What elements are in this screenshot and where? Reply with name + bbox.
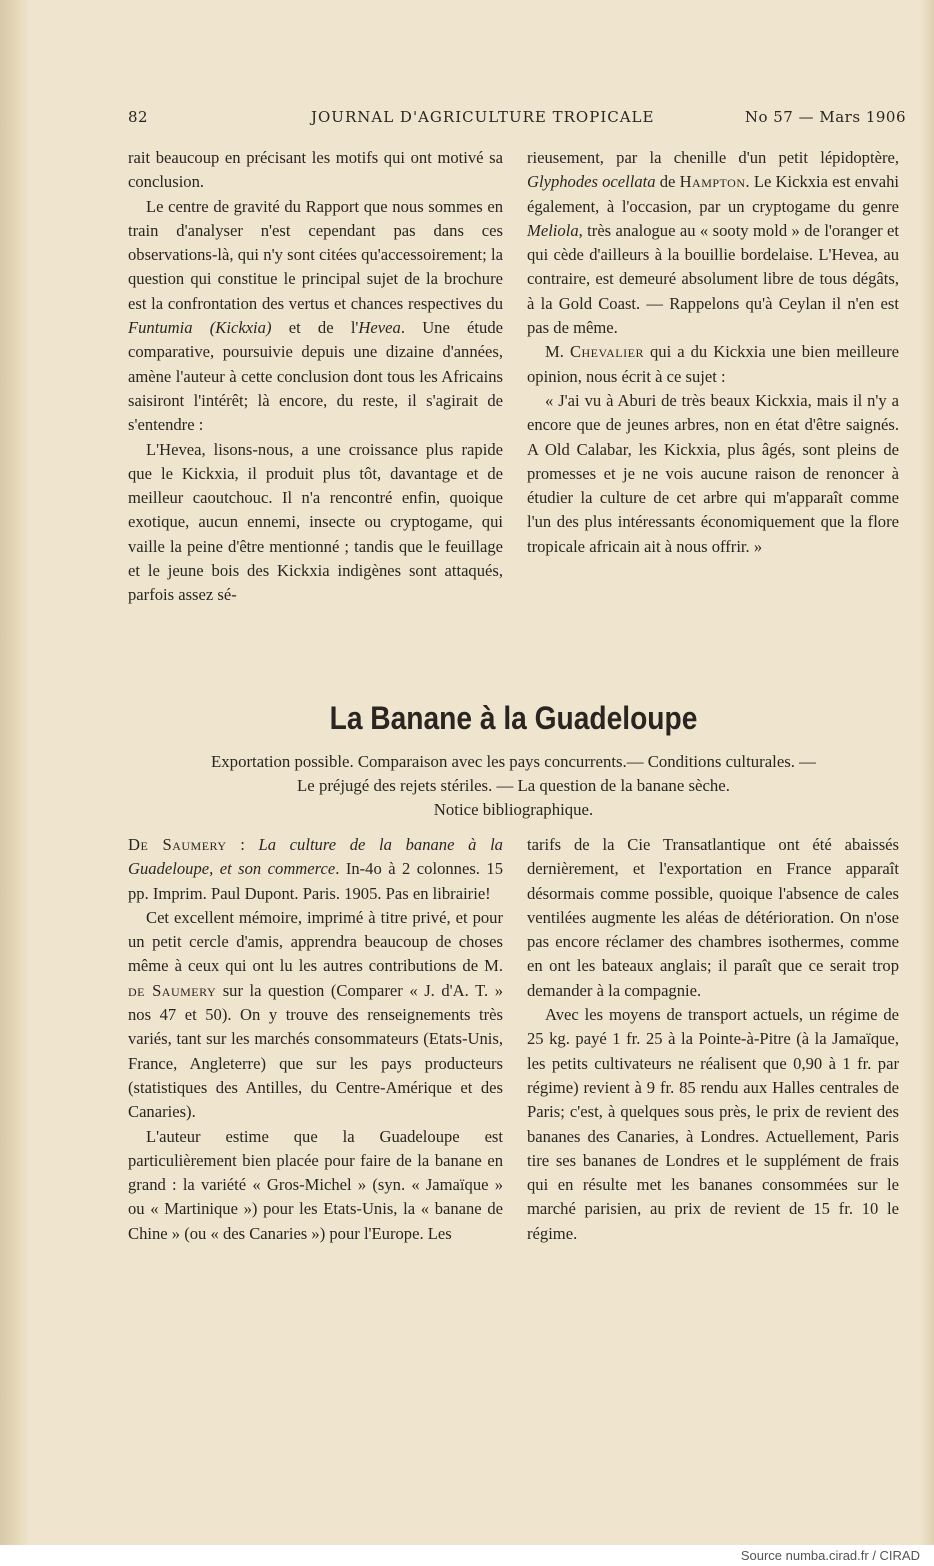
bibliographic-reference: De Saumery : La culture de la banane à la Guadeloupe, et son commerce. In-4o à 2 colonnes. 15 pp. Imprim. Paul Dupont. Paris. 1905. Pas en librairie! [128,835,503,903]
quotation: « J'ai vu à Aburi de très beaux Kickxia, mais il n'y a encore que de jeunes arbres, non en état d'être saignés. A Old Calabar, les Kickxia, plus âgés, sont pleins de promesses et je ne vois aucune raison de renoncer à étudier la culture de cet arbre qui m'apparaît comme l'un des plus intéressants économiquement que la flore tropicale africain ait à nous offrir. » [527,390,899,556]
column-top-left [128,146,503,608]
paragraph: rait beaucoup en précisant les motifs qui ont motivé sa conclusion. [128,148,503,192]
issue-info: No 57 — Mars 1906 [744,108,906,126]
column-top-right [527,146,899,559]
page-right-edge [920,0,934,1545]
paragraph: tarifs de la Cie Transatlantique ont été abaissés dernièrement, et l'exportation en France apparaît désormais comme possible, quoique l'absence de cales ventilées augmente les aléas de détérioration. On n'ose pas encore réclamer des chambres isothermes, comme en ont les bateaux anglais; il paraît que ce serait trop demander à la compagnie. [527,835,899,1000]
column-bottom-right [527,833,899,1246]
page-number: 82 [128,108,149,126]
subtitle-line: Notice bibliographique. [433,800,594,819]
paragraph: Avec les moyens de transport actuels, un régime de 25 kg. payé 1 fr. 25 à la Pointe-à-Pitre (à la Jamaïque, les petits cultivateurs ne réalisent que 0,90 à 1 fr. par régime) revient à 9 fr. 85 rendu aux Halles centrales de Paris; c'est, à quelques sous près, le prix de revient des bananes des Canaries, à Londres. Actuellement, Paris tire ses bananes de Londres et le supplément de frais qui en résulte met les bananes consommées sur le marché parisien, au prix de revient de 15 fr. 10 le régime. [527,1005,899,1243]
article-subtitle [128,750,899,822]
paragraph: rieusement, par la chenille d'un petit lépidoptère, Glyphodes ocellata de Hampton. Le Kickxia est envahi également, à l'occasion, par un cryptogame du genre Meliola, très analogue au « sooty mold » de l'oranger et qui cède d'ailleurs à la bouillie bordelaise. L'Hevea, au contraire, est demeuré absolument libre de tous dégâts, à la Gold Coast. — Rappelons qu'à Ceylan il n'en est pas de même. [527,148,899,338]
paragraph: Cet excellent mémoire, imprimé à titre privé, et pour un petit cercle d'amis, apprendra beaucoup de choses même à ceux qui ont lu les autres contributions de M. de Saumery sur la question (Comparer « J. d'A. T. » nos 47 et 50). On y trouve des renseignements très variés, tant sur les marchés consommateurs (Etats-Unis, France, Angleterre) que sur les pays producteurs (statistiques des Antilles, du Centre-Amérique et des Canaries). [128,907,503,1122]
paragraph: Le centre de gravité du Rapport que nous sommes en train d'analyser n'est cependant pas dans ces observations-là, qui n'y sont citées qu'accessoirement; la question qui constitue le principal sujet de la brochure est la confrontation des vertus et chances respectives du Funtumia (Kickxia) et de l'Hevea. Une étude comparative, poursuivie depuis une dizaine d'années, amène l'auteur à cette conclusion dont tous les Africains saisiront l'intérêt; là encore, du reste, il s'agirait de s'entendre : [128,196,503,435]
paragraph: L'Hevea, lisons-nous, a une croissance plus rapide que le Kickxia, il produit plus tôt, davantage et de meilleur caoutchouc. Il n'a rencontré enfin, quoique exotique, aucun ennemi, insecte ou cryptogame, qui vaille la peine d'être mentionné ; tandis que le feuillage et le jeune bois des Kickxia indigènes sont attaqués, parfois assez sé- [128,439,503,605]
page-left-edge [0,0,30,1545]
column-bottom-left [128,833,503,1246]
paragraph: L'auteur estime que la Guadeloupe est particulièrement bien placée pour faire de la banane en grand : la variété « Gros-Michel » (syn. « Jamaïque » ou « Martinique ») pour les Etats-Unis, la « banane de Chine » (ou « des Canaries ») pour l'Europe. Les [128,1126,503,1243]
running-head [128,108,906,130]
article-title: La Banane à la Guadeloupe [329,700,698,736]
subtitle-line: Le préjugé des rejets stériles. — La question de la banane sèche. [297,776,730,795]
subtitle-line: Exportation possible. Comparaison avec les pays concurrents.— Conditions culturales. — [211,752,816,771]
paragraph: M. Chevalier qui a du Kickxia une bien meilleure opinion, nous écrit à ce sujet : [527,342,899,386]
journal-title: JOURNAL D'AGRICULTURE TROPICALE [311,108,655,126]
source-credit: Source numba.cirad.fr / CIRAD [740,1548,920,1563]
